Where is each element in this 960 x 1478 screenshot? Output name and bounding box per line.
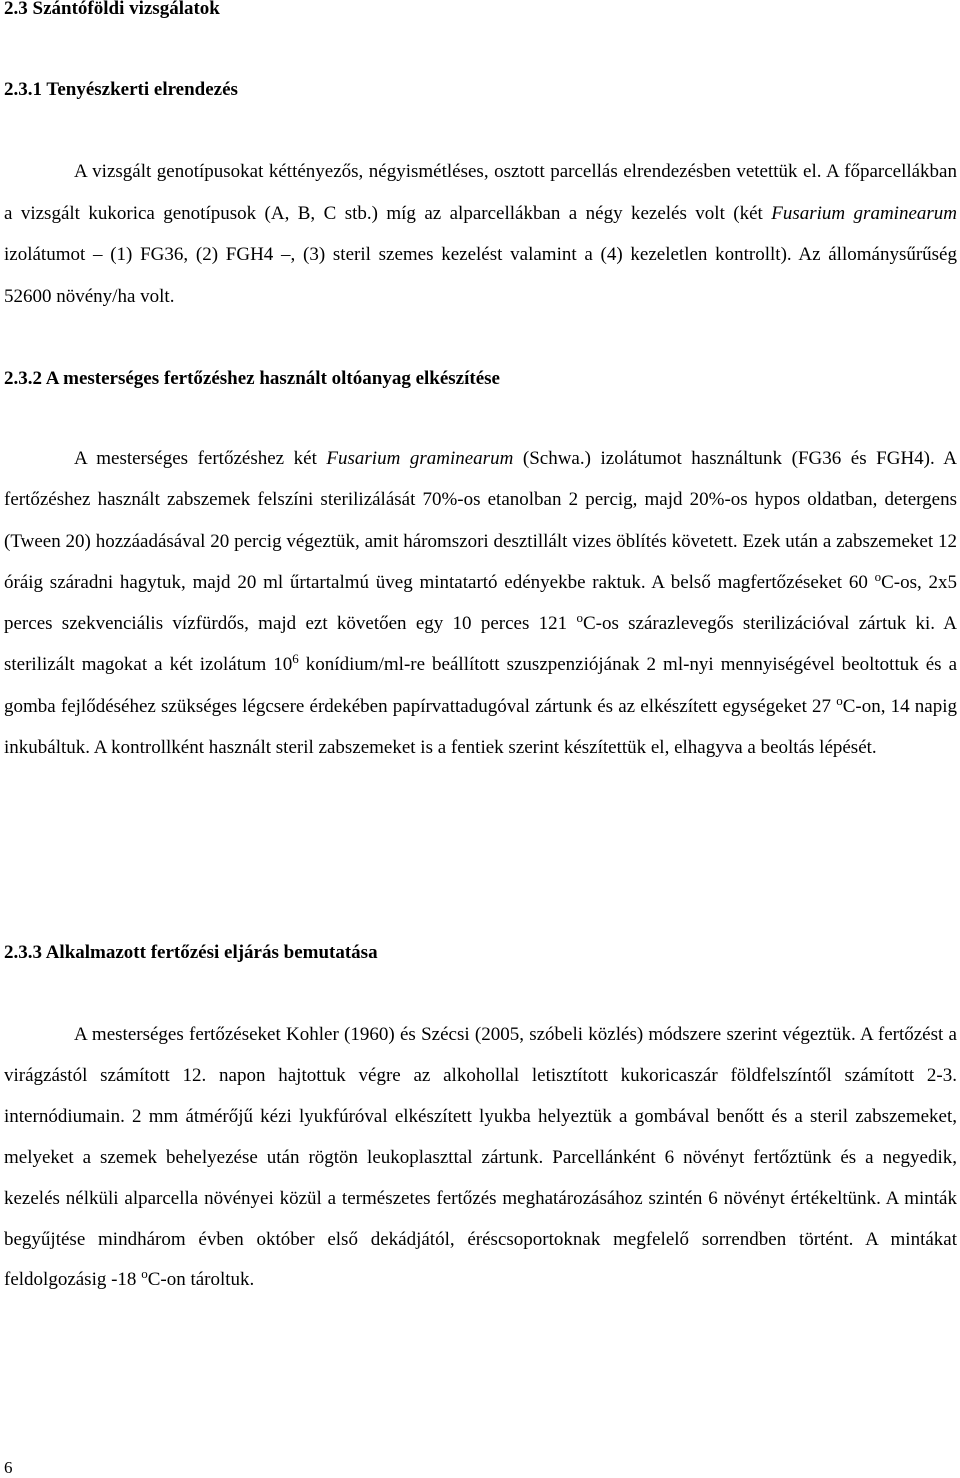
paragraph-fertozesi-eljaras: A mesterséges fertőzéseket Kohler (1960) és Szécsi (2005, szóbeli közlés) módszere szerint végeztük. A fertőzést a virágzástól számított 12. napon hajtottuk végre az alkohollal letisztított kukoricaszár földfelszíntől számított 2-3. internódiumain. 2 mm átmérőjű kézi lyukfúróval elkészített lyukba helyeztük a gombával benőtt és a steril zabszemeket, melyeket a szemek behelyezése után rögtön leukoplaszttal zártunk. Parcellánként 6 növényt fertőztünk és a negyedik, kezelés nélküli alparcella növényei közül a természetes fertőzés meghatározásához szintén 6 növényt értékeltünk. A minták begyűjtése mindhárom évben október első dekádjától, éréscsoportoknak megfelelő sorrendben történt. A mintákat feldolgozásig -18 $^o$C-on tároltuk. — [4, 1024, 957, 1291]
italic-species-name: Fusarium graminearum — [771, 202, 957, 224]
page-number: 6 — [4, 1458, 13, 1477]
subsection-heading-2-3-2: 2.3.2 A mesterséges fertőzéshez használt oltóanyag elkészítése — [4, 368, 500, 389]
paragraph-tenyeszkerti: A vizsgált genotípusokat kéttényezős, négyismétléses, osztott parcellás elrendezésben vetettük el. A főparcellákban a vizsgált kukorica genotípusok (A, B, C stb.) míg az alparcellákban a négy kezelés volt (két Fusarium graminearum izolátumot – (1) FG36, (2) FGH4 –, (3) steril szemes kezelést valamint a (4) kezeletlen kontrollt). Az állománysűrűség 52600 növény/ha volt. — [4, 161, 957, 307]
italic-species-name: Fusarium graminearum — [326, 448, 514, 469]
section-heading: 2.3 Szántóföldi vizsgálatok — [4, 0, 220, 19]
subsection-heading-2-3-3: 2.3.3 Alkalmazott fertőzési eljárás bemutatása — [4, 942, 378, 963]
paragraph-oltoanyag: A mesterséges fertőzéshez két Fusarium graminearum (Schwa.) izolátumot használtunk (FG36 és FGH4). A fertőzéshez használt zabszemek felszíni sterilizálását 70%-os etanolban 2 percig, majd 20%-os hypos oldatban, detergens (Tween 20) hozzáadásával 20 percig végeztük, amit háromszori desztillált vizes öblítés követett. Ezek után a zabszemeket 12 óráig száradni hagytuk, majd 20 ml űrtartalmú üveg mintatartó edényekbe raktuk. A belső magfertőzéseket 60 $^o$C-os, 2x5 perces szekvenciális vízfürdős, majd ezt követően egy 10 perces 121 $^o$C-os szárazlevegős sterilizációval zártuk ki. A sterilizált magokat a két izolátum $10^6$ konídium/ml-re beállított szuszpenziójának 2 ml-nyi mennyiségével beoltottuk és a gomba fejlődéséhez szükséges légcsere érdekében papírvattadugóval zártunk és az elkészített egységeket 27 $^o$C-on, 14 napig inkubáltuk. A kontrollként használt steril zabszemeket is a fentiek szerint készítettük el, elhagyva a beoltás lépését. — [4, 448, 958, 759]
subsection-heading-2-3-1: 2.3.1 Tenyészkerti elrendezés — [4, 79, 238, 100]
